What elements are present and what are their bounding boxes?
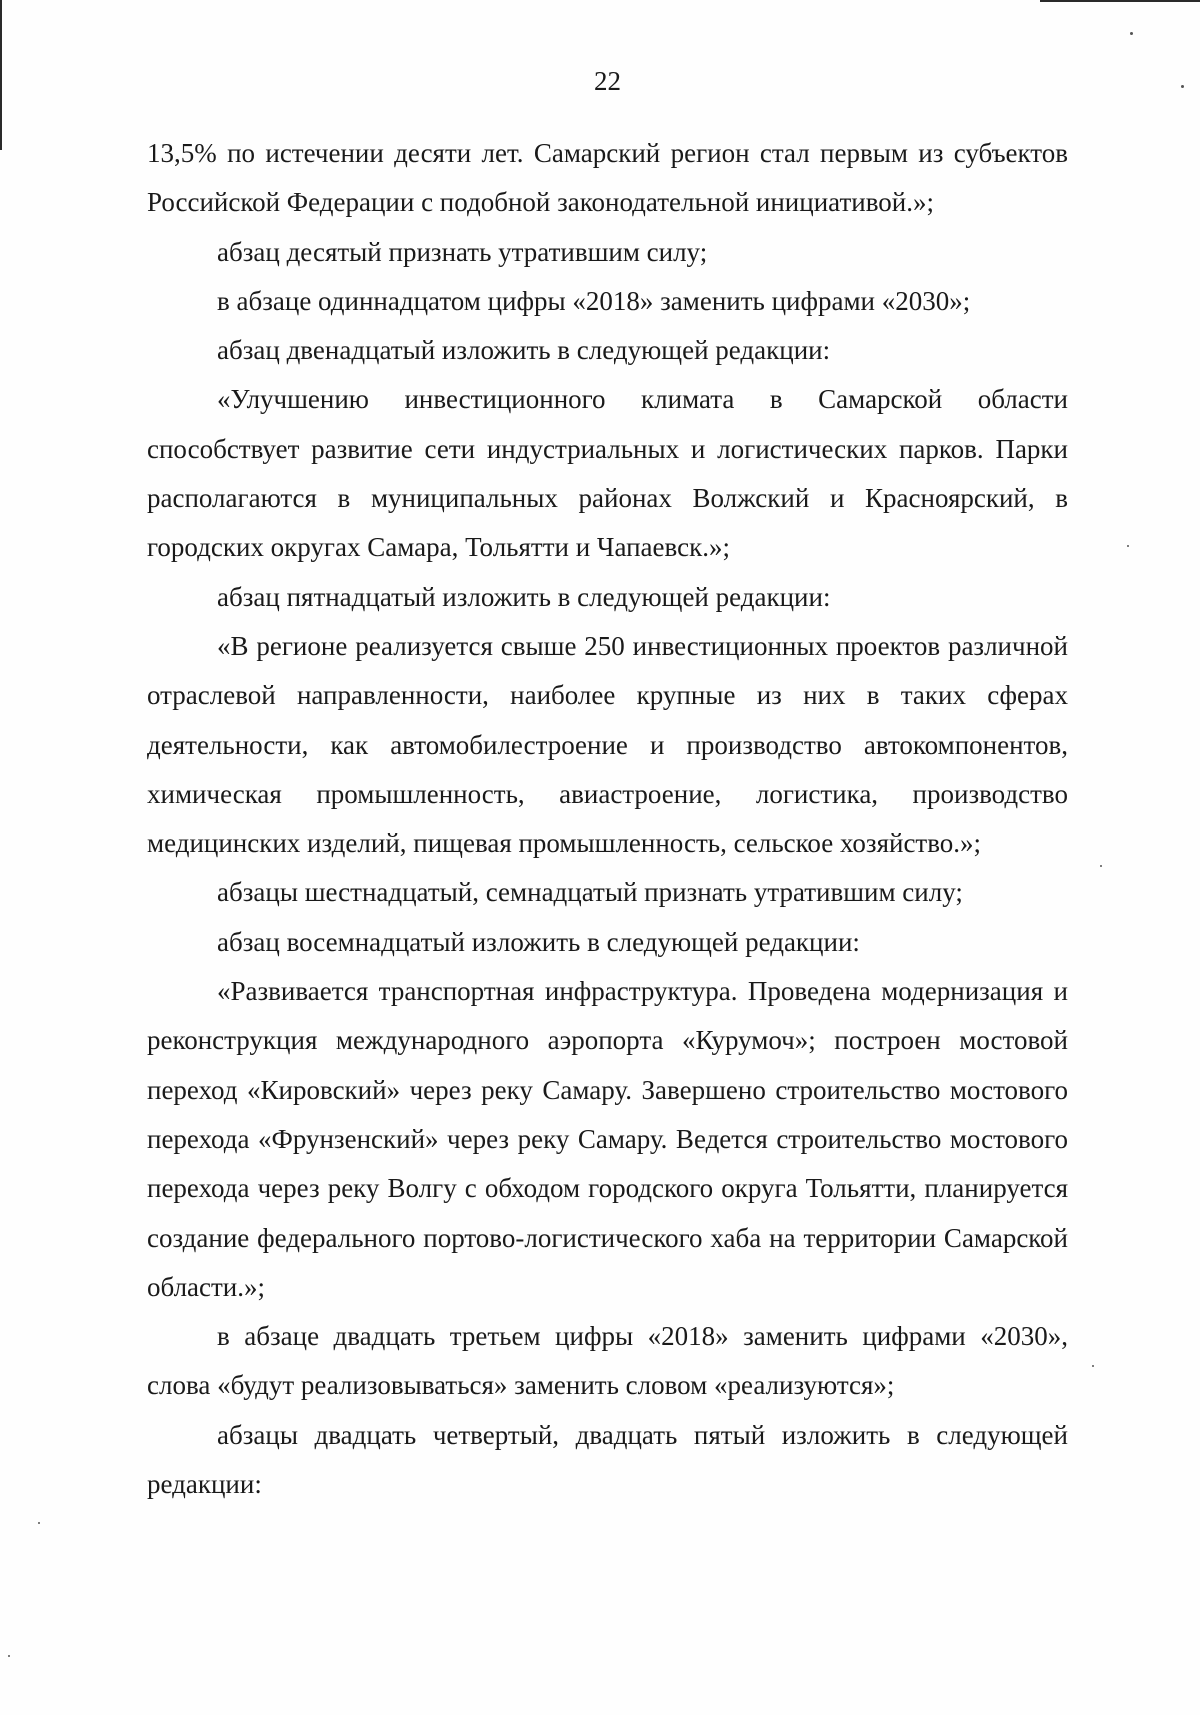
page-number: 22 <box>594 66 621 96</box>
paragraph: в абзаце двадцать третьем цифры «2018» заменить цифрами «2030», слова «будут реализовываться» заменить словом «реализуются»; <box>147 1321 1068 1401</box>
paragraph: абзац пятнадцатый изложить в следующей редакции: <box>217 581 831 612</box>
paragraph: «Улучшению инвестиционного климата в Самарской области способствует развитие сети индустриальных и логистических парков. Парки располагаются в муниципальных районах Волжский и Красноярский, в городских округах Самара, Тольятти и Чапаевск.»; <box>147 384 1068 563</box>
scan-speck <box>8 1655 10 1657</box>
scan-edge-top <box>1040 0 1200 2</box>
paragraph: абзацы двадцать четвертый, двадцать пятый изложить в следующей редакции: <box>147 1419 1068 1500</box>
scan-speck <box>1130 32 1133 35</box>
paragraph: абзац двенадцатый изложить в следующей редакции: <box>217 335 831 366</box>
scan-speck <box>1127 545 1129 547</box>
scan-speck <box>38 1522 40 1524</box>
paragraph: 13,5% по истечении десяти лет. Самарский регион стал первым из субъектов Российской Федерации с подобной законодательной инициативой.»; <box>147 138 1068 218</box>
paragraph: в абзаце одиннадцатом цифры «2018» заменить цифрами «2030»; <box>217 285 971 316</box>
paragraph: абзац десятый признать утратившим силу; <box>217 236 708 267</box>
paragraph: «В регионе реализуется свыше 250 инвестиционных проектов различной отраслевой направленности, наиболее крупные из них в таких сферах деятельности, как автомобилестроение и производство автокомпонентов, химическая промышленность, авиастроение, логистика, производство медицинских изделий, пищевая промышленность, сельское хозяйство.»; <box>147 630 1068 859</box>
scan-speck <box>1092 1365 1094 1367</box>
paragraph: «Развивается транспортная инфраструктура. Проведена модернизация и реконструкция международного аэропорта «Курумоч»; построен мостовой переход «Кировский» через реку Самару. Завершено строительство мостового перехода «Фрунзенский» через реку Самару. Ведется строительство мостового перехода через реку Волгу с обходом городского округа Тольятти, планируется создание федерального портово-логистического хаба на территории Самарской области.»; <box>147 976 1068 1302</box>
scan-speck <box>1100 865 1102 867</box>
paragraph: абзацы шестнадцатый, семнадцатый признать утратившим силу; <box>217 877 963 908</box>
paragraph: абзац восемнадцатый изложить в следующей редакции: <box>217 926 860 957</box>
document-body <box>147 129 1068 1509</box>
